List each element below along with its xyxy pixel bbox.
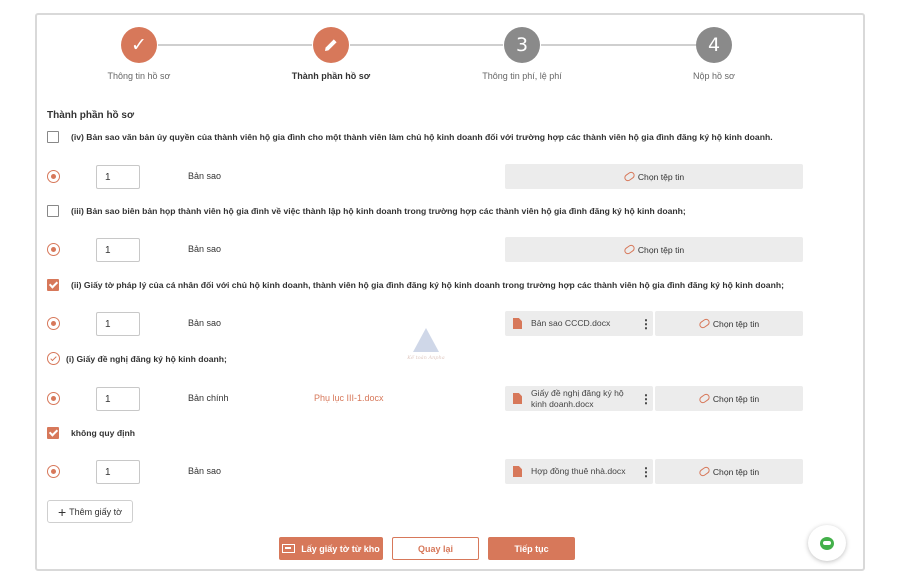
paperclip-icon — [698, 465, 711, 477]
document-title: (i) Giấy đề nghị đăng ký hộ kinh doanh; — [66, 353, 227, 364]
plus-icon: + — [57, 503, 67, 520]
quantity-input[interactable] — [96, 387, 140, 411]
file-name: Giấy đề nghị đăng ký hộ kinh doanh.docx — [531, 387, 624, 409]
document-kind: Bản sao — [188, 171, 222, 181]
choose-file-button[interactable] — [655, 386, 803, 411]
repository-label: Lấy giấy tờ từ kho — [301, 543, 380, 554]
paperclip-icon — [623, 243, 636, 255]
choose-file-label: Chọn tệp tin — [637, 244, 685, 255]
section-title: Thành phần hồ sơ — [47, 110, 135, 121]
document-header — [47, 131, 773, 143]
choose-file-label: Chọn tệp tin — [712, 393, 760, 404]
continue-button[interactable] — [488, 537, 575, 560]
step-label: Nộp hồ sơ — [693, 71, 735, 81]
document-title: (ii) Giấy tờ pháp lý của cá nhân đối với chủ hộ kinh doanh, thành viên hộ gia đình đăng ký hộ kinh doanh trong trường hợp các thành viên hộ gia đình đăng ký hộ kinh doanh; — [71, 280, 784, 290]
choose-file-label: Chọn tệp tin — [637, 171, 685, 182]
file-icon — [513, 466, 522, 477]
document-row — [47, 237, 807, 263]
quantity-input[interactable] — [96, 165, 140, 189]
document-checkbox[interactable] — [47, 205, 59, 217]
document-radio[interactable] — [47, 317, 60, 330]
step-thong-tin-phi[interactable] — [442, 27, 602, 81]
back-button[interactable] — [392, 537, 479, 560]
step-nop-ho-so[interactable] — [634, 27, 794, 81]
document-checkbox[interactable] — [47, 131, 59, 143]
document-title: không quy định — [71, 428, 135, 438]
file-icon — [513, 318, 522, 329]
document-header — [47, 352, 227, 365]
step-label: Thành phần hồ sơ — [291, 71, 371, 81]
document-radio[interactable] — [47, 170, 60, 183]
attached-file[interactable] — [505, 386, 653, 411]
document-header — [47, 279, 784, 291]
step-thong-tin-ho-so[interactable] — [59, 27, 219, 81]
check-icon: ✓ — [121, 27, 157, 63]
document-kind: Bản sao — [188, 244, 222, 254]
attached-file[interactable] — [505, 459, 653, 484]
document-radio[interactable] — [47, 243, 60, 256]
document-kind: Bản chính — [188, 393, 229, 403]
file-icon — [513, 393, 522, 404]
document-radio[interactable] — [47, 392, 60, 405]
stepper — [0, 0, 900, 100]
quantity-input[interactable] — [96, 238, 140, 262]
document-row — [47, 164, 807, 190]
document-checkbox[interactable] — [47, 427, 59, 439]
file-name: Bản sao CCCD.docx — [531, 318, 611, 328]
attached-file[interactable] — [505, 311, 653, 336]
document-row — [47, 459, 807, 485]
back-label: Quay lại — [417, 543, 453, 554]
document-checkbox[interactable] — [47, 279, 59, 291]
paperclip-icon — [623, 170, 636, 182]
chat-bot-icon — [820, 537, 834, 550]
paperclip-icon — [698, 392, 711, 404]
check-circle-icon — [47, 352, 60, 365]
choose-file-label: Chọn tệp tin — [712, 318, 760, 329]
get-from-repository-button[interactable] — [279, 537, 383, 560]
choose-file-button[interactable] — [655, 459, 803, 484]
more-vertical-icon[interactable]: ⋮ — [640, 316, 652, 331]
chat-widget-button[interactable] — [808, 525, 846, 561]
document-title: (iv) Bản sao văn bản ủy quyền của thành viên hộ gia đình cho một thành viên làm chủ hộ kinh doanh đối với trường hợp các thành viên hộ gia đình đăng ký hộ kinh doanh. — [71, 132, 773, 142]
logo-triangle-icon — [413, 328, 439, 352]
choose-file-button[interactable] — [505, 164, 803, 189]
add-document-button[interactable] — [47, 500, 133, 523]
step-thanh-phan-ho-so[interactable] — [251, 27, 411, 81]
step-label: Thông tin phí, lệ phí — [482, 71, 562, 81]
document-kind: Bản sao — [188, 318, 222, 328]
paperclip-icon — [698, 317, 711, 329]
step-number: 4 — [696, 27, 732, 63]
choose-file-button[interactable] — [505, 237, 803, 262]
step-label: Thông tin hồ sơ — [107, 71, 171, 81]
choose-file-label: Chọn tệp tin — [712, 466, 760, 477]
import-icon — [282, 544, 295, 553]
template-link[interactable]: Phụ lục III-1.docx — [314, 393, 384, 403]
quantity-input[interactable] — [96, 312, 140, 336]
more-vertical-icon[interactable]: ⋮ — [640, 391, 652, 406]
document-title: (iii) Bản sao biên bản họp thành viên hộ gia đình về việc thành lập hộ kinh doanh trong trường hợp các thành viên hộ gia đình đăng ký hộ kinh doanh; — [71, 206, 686, 216]
choose-file-button[interactable] — [655, 311, 803, 336]
document-header — [47, 427, 135, 439]
document-header — [47, 205, 686, 217]
more-vertical-icon[interactable]: ⋮ — [640, 464, 652, 479]
pencil-icon — [313, 27, 349, 63]
file-name: Hợp đồng thuê nhà.docx — [531, 466, 626, 476]
add-document-label: Thêm giấy tờ — [69, 506, 123, 517]
quantity-input[interactable] — [96, 460, 140, 484]
document-kind: Bản sao — [188, 466, 222, 476]
continue-label: Tiếp tục — [514, 543, 549, 554]
watermark-logo — [400, 328, 452, 372]
step-number: 3 — [504, 27, 540, 63]
document-row — [47, 386, 807, 412]
document-radio[interactable] — [47, 465, 60, 478]
watermark-text: Kế toán Anpha — [407, 355, 445, 361]
